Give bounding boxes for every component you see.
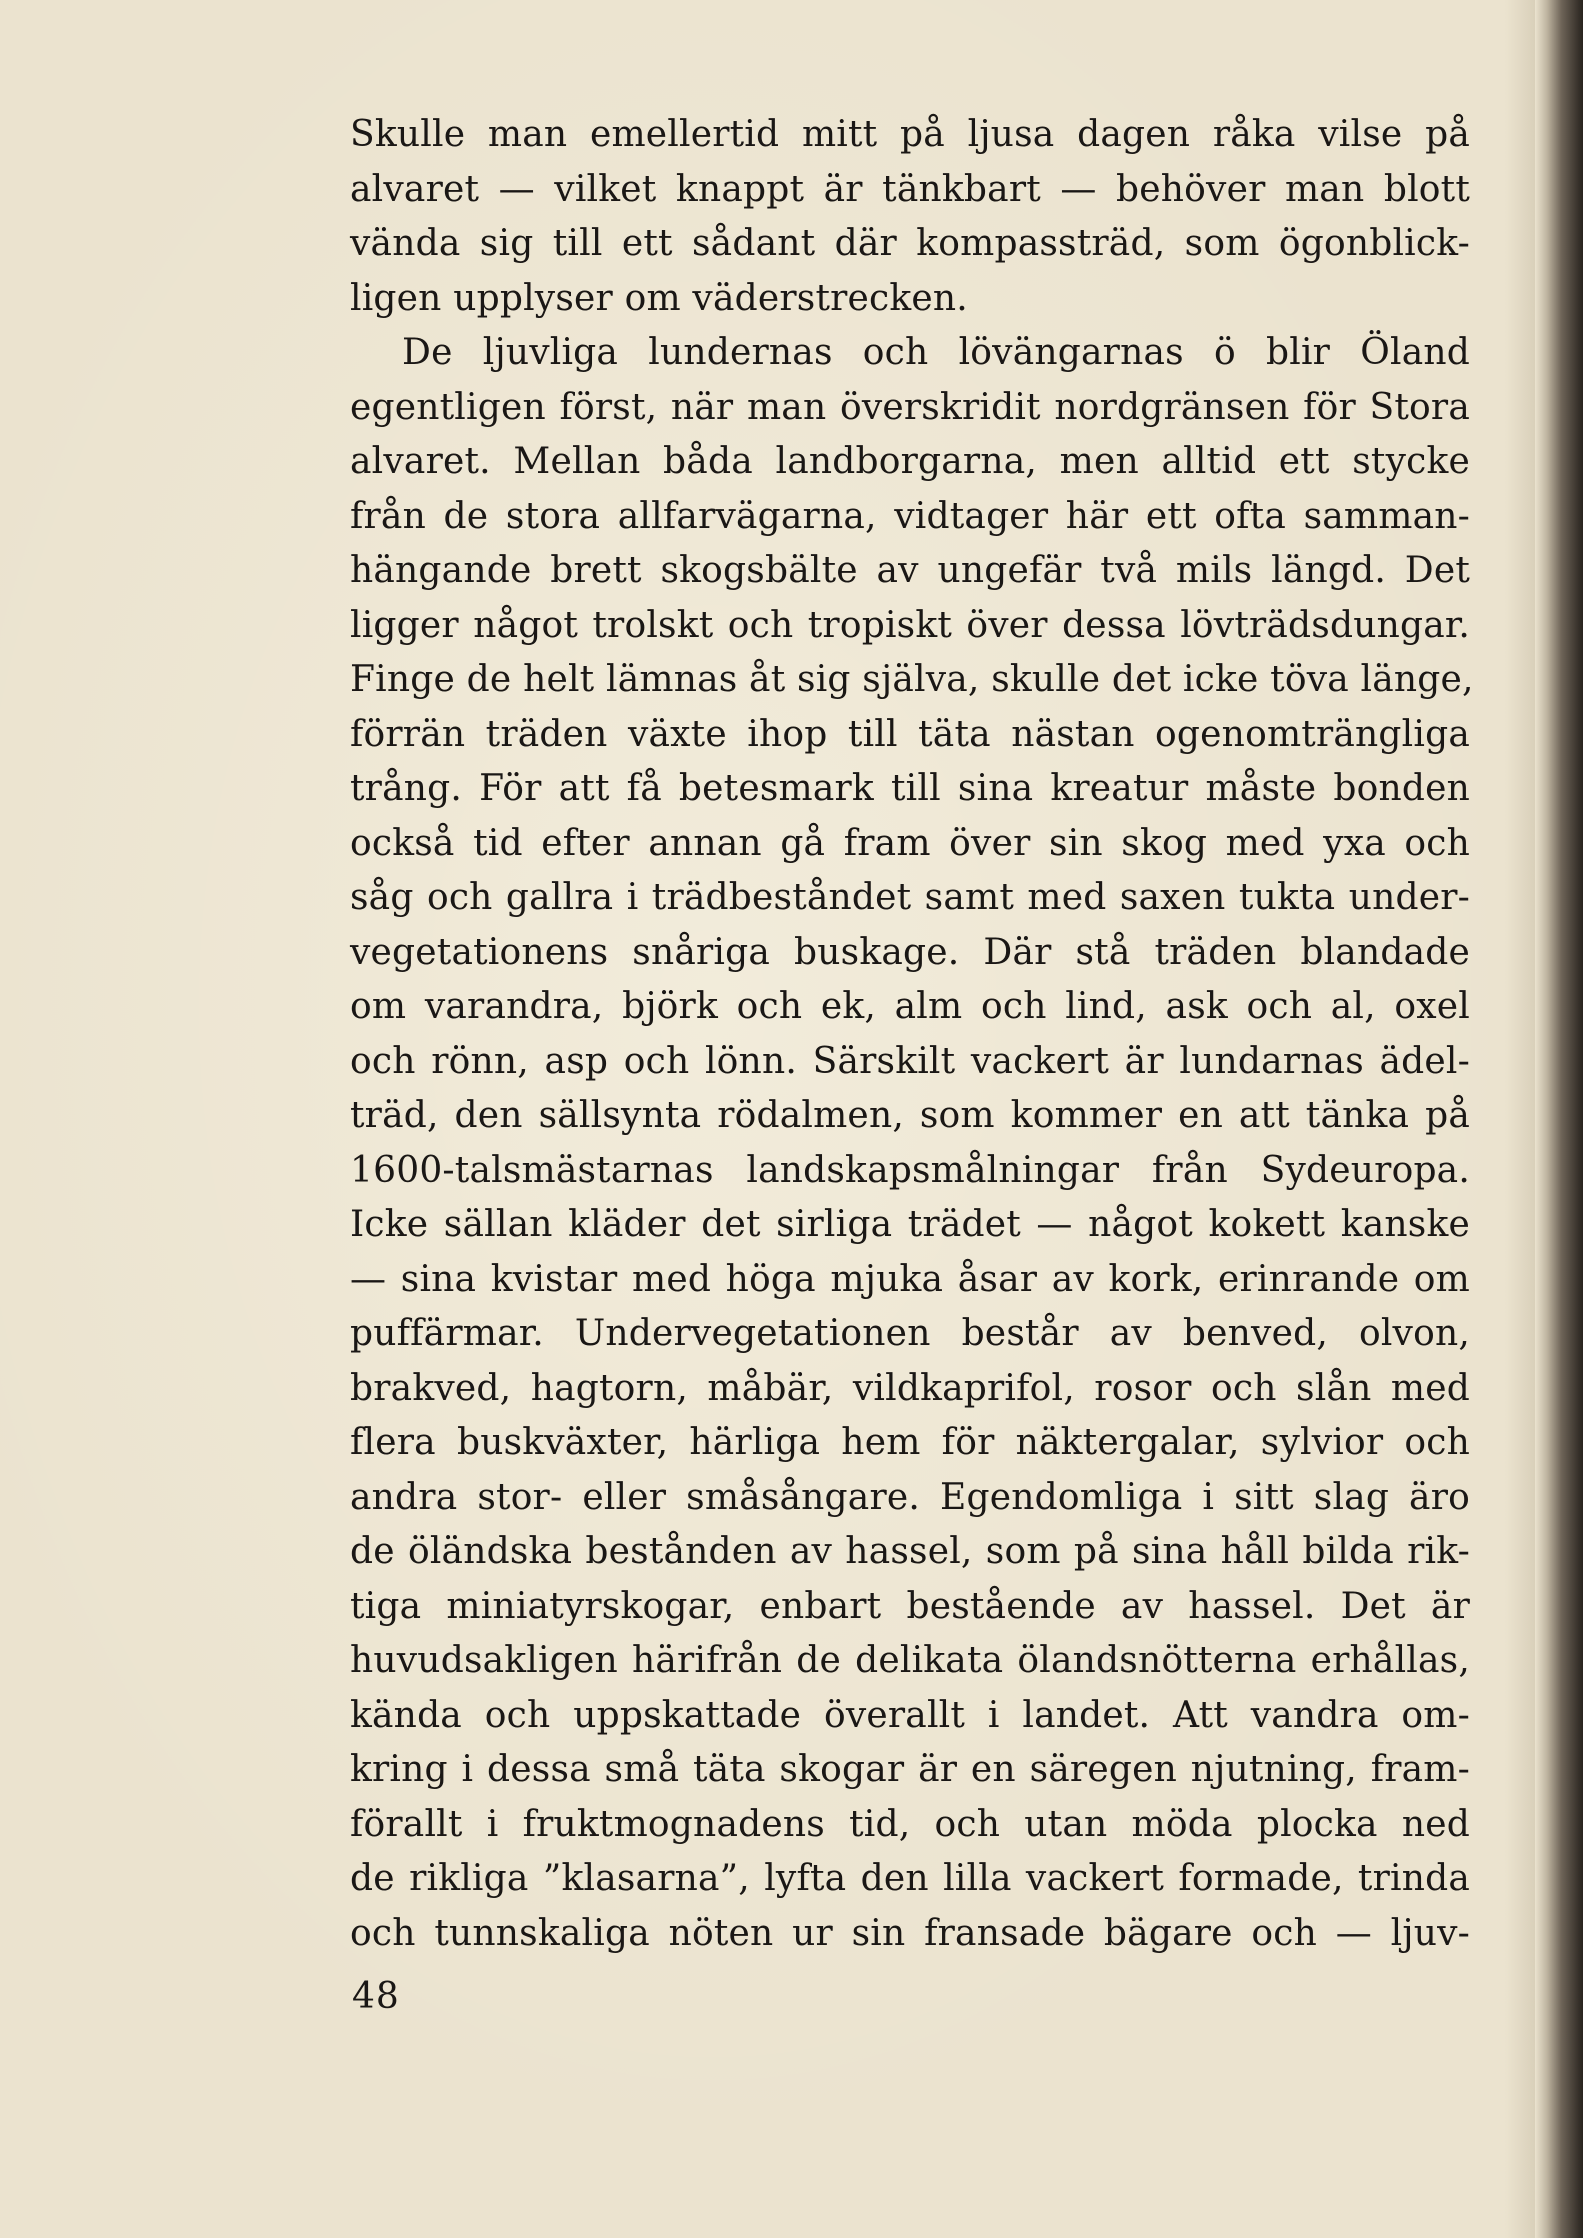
text-line: och tunnskaliga nöten ur sin fransade bägare och — ljuv- <box>350 1912 1470 1954</box>
text-line: De ljuvliga lundernas och lövängarnas ö blir Öland <box>402 332 1470 373</box>
text-line: alvaret. Mellan båda landborgarna, men alltid ett stycke <box>350 441 1470 482</box>
text-line: träd, den sällsynta rödalmen, som kommer en att tänka på <box>350 1095 1470 1136</box>
text-line: förallt i fruktmognadens tid, och utan möda plocka ned <box>350 1803 1470 1845</box>
text-line: de rikliga ”klasarna”, lyfta den lilla vackert formade, trinda <box>350 1858 1470 1899</box>
text-line: egentligen först, när man överskridit nordgränsen för Stora <box>350 386 1470 428</box>
page-number: 48 <box>352 1976 400 2017</box>
text-line: kring i dessa små täta skogar är en säregen njutning, fram- <box>350 1749 1470 1790</box>
text-line: trång. För att få betesmark till sina kreatur måste bonden <box>350 768 1470 809</box>
text-line: också tid efter annan gå fram över sin skog med yxa och <box>350 822 1470 864</box>
gutter-shadow <box>1505 0 1535 2238</box>
text-line: vegetationens snåriga buskage. Där stå träden blandade <box>350 931 1470 973</box>
text-line: ligger något trolskt och tropiskt över dessa lövträdsdungar. <box>350 604 1470 646</box>
text-line: — sina kvistar med höga mjuka åsar av kork, erinrande om <box>350 1258 1470 1300</box>
text-line: 1600-talsmästarnas landskapsmålningar från Sydeuropa. <box>350 1149 1470 1191</box>
text-line: andra stor- eller småsångare. Egendomliga i sitt slag äro <box>350 1476 1470 1518</box>
text-line: förrän träden växte ihop till täta nästan ogenomträngliga <box>350 713 1470 755</box>
text-line: de öländska bestånden av hassel, som på sina håll bilda rik- <box>350 1531 1470 1572</box>
text-line: och rönn, asp och lönn. Särskilt vackert är lundarnas ädel- <box>350 1040 1470 1082</box>
text-line: från de stora allfarvägarna, vidtager här ett ofta samman- <box>350 495 1470 537</box>
text-line: ligen upplyser om väderstrecken. <box>350 277 968 319</box>
text-line: såg och gallra i trädbeståndet samt med saxen tukta under- <box>350 877 1470 918</box>
book-gutter <box>1535 0 1583 2238</box>
text-line: Skulle man emellertid mitt på ljusa dagen råka vilse på <box>350 114 1470 155</box>
text-line: alvaret — vilket knappt är tänkbart — behöver man blott <box>350 168 1470 210</box>
text-line: vända sig till ett sådant där kompassträd, som ögonblick- <box>350 223 1470 264</box>
text-line: hängande brett skogsbälte av ungefär två mils längd. Det <box>350 550 1470 591</box>
text-line: kända och uppskattade överallt i landet. Att vandra om- <box>350 1694 1470 1736</box>
text-line: huvudsakligen härifrån de delikata ölandsnötterna erhållas, <box>350 1640 1470 1681</box>
text-line: brakved, hagtorn, måbär, vildkaprifol, rosor och slån med <box>350 1367 1470 1409</box>
text-line: Finge de helt lämnas åt sig själva, skulle det icke töva länge, <box>350 659 1474 700</box>
text-line: tiga miniatyrskogar, enbart bestående av hassel. Det är <box>350 1585 1470 1627</box>
text-line: om varandra, björk och ek, alm och lind, ask och al, oxel <box>350 986 1470 1027</box>
text-line: puffärmar. Undervegetationen består av benved, olvon, <box>350 1313 1470 1354</box>
body-text <box>350 108 1474 1961</box>
text-line: Icke sällan kläder det sirliga trädet — något kokett kanske <box>350 1204 1470 1245</box>
text-line: flera buskväxter, härliga hem för näktergalar, sylvior och <box>350 1422 1470 1463</box>
